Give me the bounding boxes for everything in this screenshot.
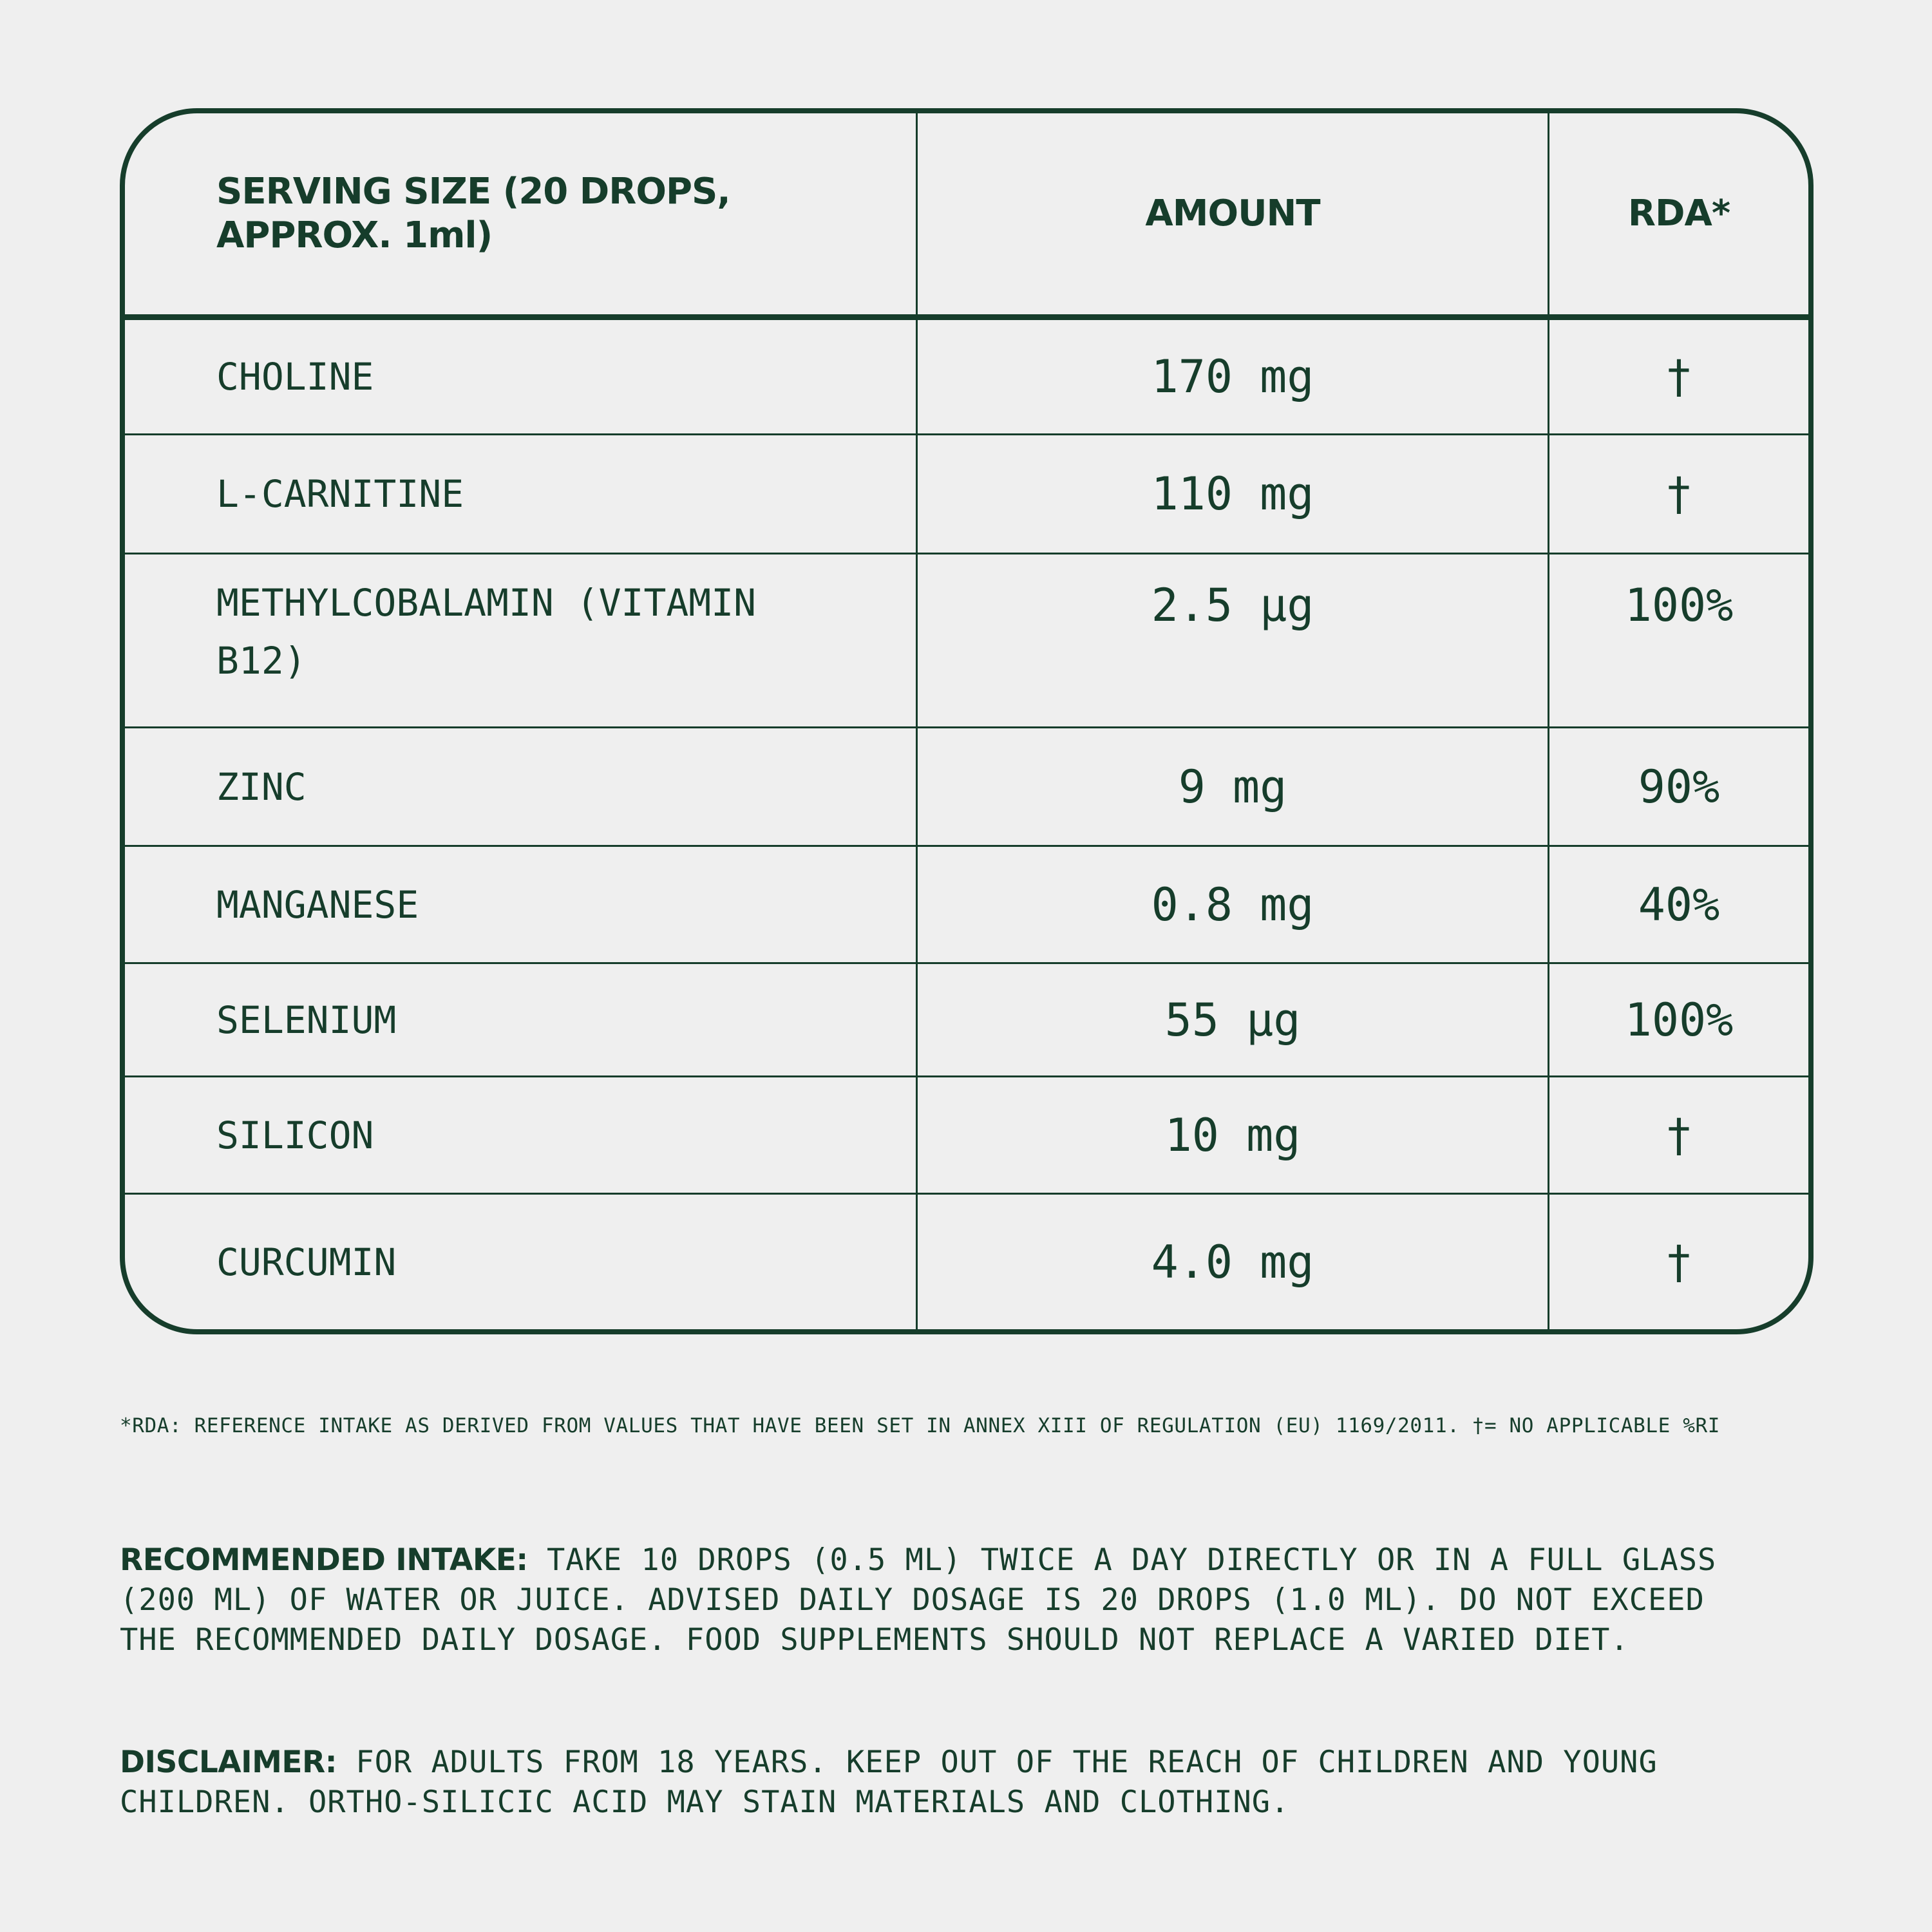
disclaimer-text: FOR ADULTS FROM 18 YEARS. KEEP OUT OF THE REACH OF CHILDREN AND YOUNG CHILDREN. ORTHO-SILICIC ACID MAY STAIN MATERIALS AND CLOTHING. [120,1745,1658,1820]
rda-footnote: *RDA: REFERENCE INTAKE AS DERIVED FROM VALUES THAT HAVE BEEN SET IN ANNEX XIII OF REGULATION (EU) 1169/2011. †= NO APPLICABLE %RI [120,1414,1720,1437]
row-amount: 55 µg [917,963,1549,1077]
row-name: CURCUMIN [125,1194,917,1330]
row-rda: 100% [1549,963,1809,1077]
table-row [125,728,1808,846]
table-row [125,554,1808,728]
nutrition-grid [125,113,1808,1329]
row-amount: 110 mg [917,435,1549,554]
table-row [125,435,1808,554]
header-amount: AMOUNT [917,113,1549,317]
row-amount: 170 mg [917,317,1549,435]
table-header-row [125,113,1808,317]
row-rda: † [1549,317,1809,435]
row-amount: 9 mg [917,728,1549,846]
row-amount: 4.0 mg [917,1194,1549,1330]
header-rda: RDA* [1549,113,1809,317]
row-rda: 90% [1549,728,1809,846]
row-amount: 0.8 mg [917,846,1549,963]
nutrition-table [120,108,1814,1334]
row-rda: † [1549,1194,1809,1330]
disclaimer-label: DISCLAIMER: [120,1745,337,1780]
row-name: ZINC [125,728,917,846]
header-serving-size: SERVING SIZE (20 DROPS, APPROX. 1ml) [125,113,917,317]
row-rda: † [1549,1077,1809,1194]
table-row [125,846,1808,963]
table-row [125,1077,1808,1194]
row-rda: 40% [1549,846,1809,963]
row-rda: 100% [1549,554,1809,728]
table-row [125,1194,1808,1330]
row-rda: † [1549,435,1809,554]
row-name: METHYLCOBALAMIN (VITAMIN B12) [125,554,917,728]
row-name: SILICON [125,1077,917,1194]
table-row [125,317,1808,435]
row-name: L-CARNITINE [125,435,917,554]
row-amount: 2.5 µg [917,554,1549,728]
table-row [125,963,1808,1077]
row-amount: 10 mg [917,1077,1549,1194]
row-name: CHOLINE [125,317,917,435]
row-name: MANGANESE [125,846,917,963]
disclaimer [120,1743,1768,1823]
recommended-intake-label: RECOMMENDED INTAKE: [120,1542,528,1578]
row-name: SELENIUM [125,963,917,1077]
recommended-intake [120,1540,1768,1660]
recommended-intake-text: TAKE 10 DROPS (0.5 ML) TWICE A DAY DIRECTLY OR IN A FULL GLASS (200 ML) OF WATER OR JUICE. ADVISED DAILY DOSAGE IS 20 DROPS (1.0 ML). DO NOT EXCEED THE RECOMMENDED DAILY DOSAGE. FOOD SUPPLEMENTS SHOULD NOT REPLACE A VARIED DIET. [120,1542,1717,1658]
